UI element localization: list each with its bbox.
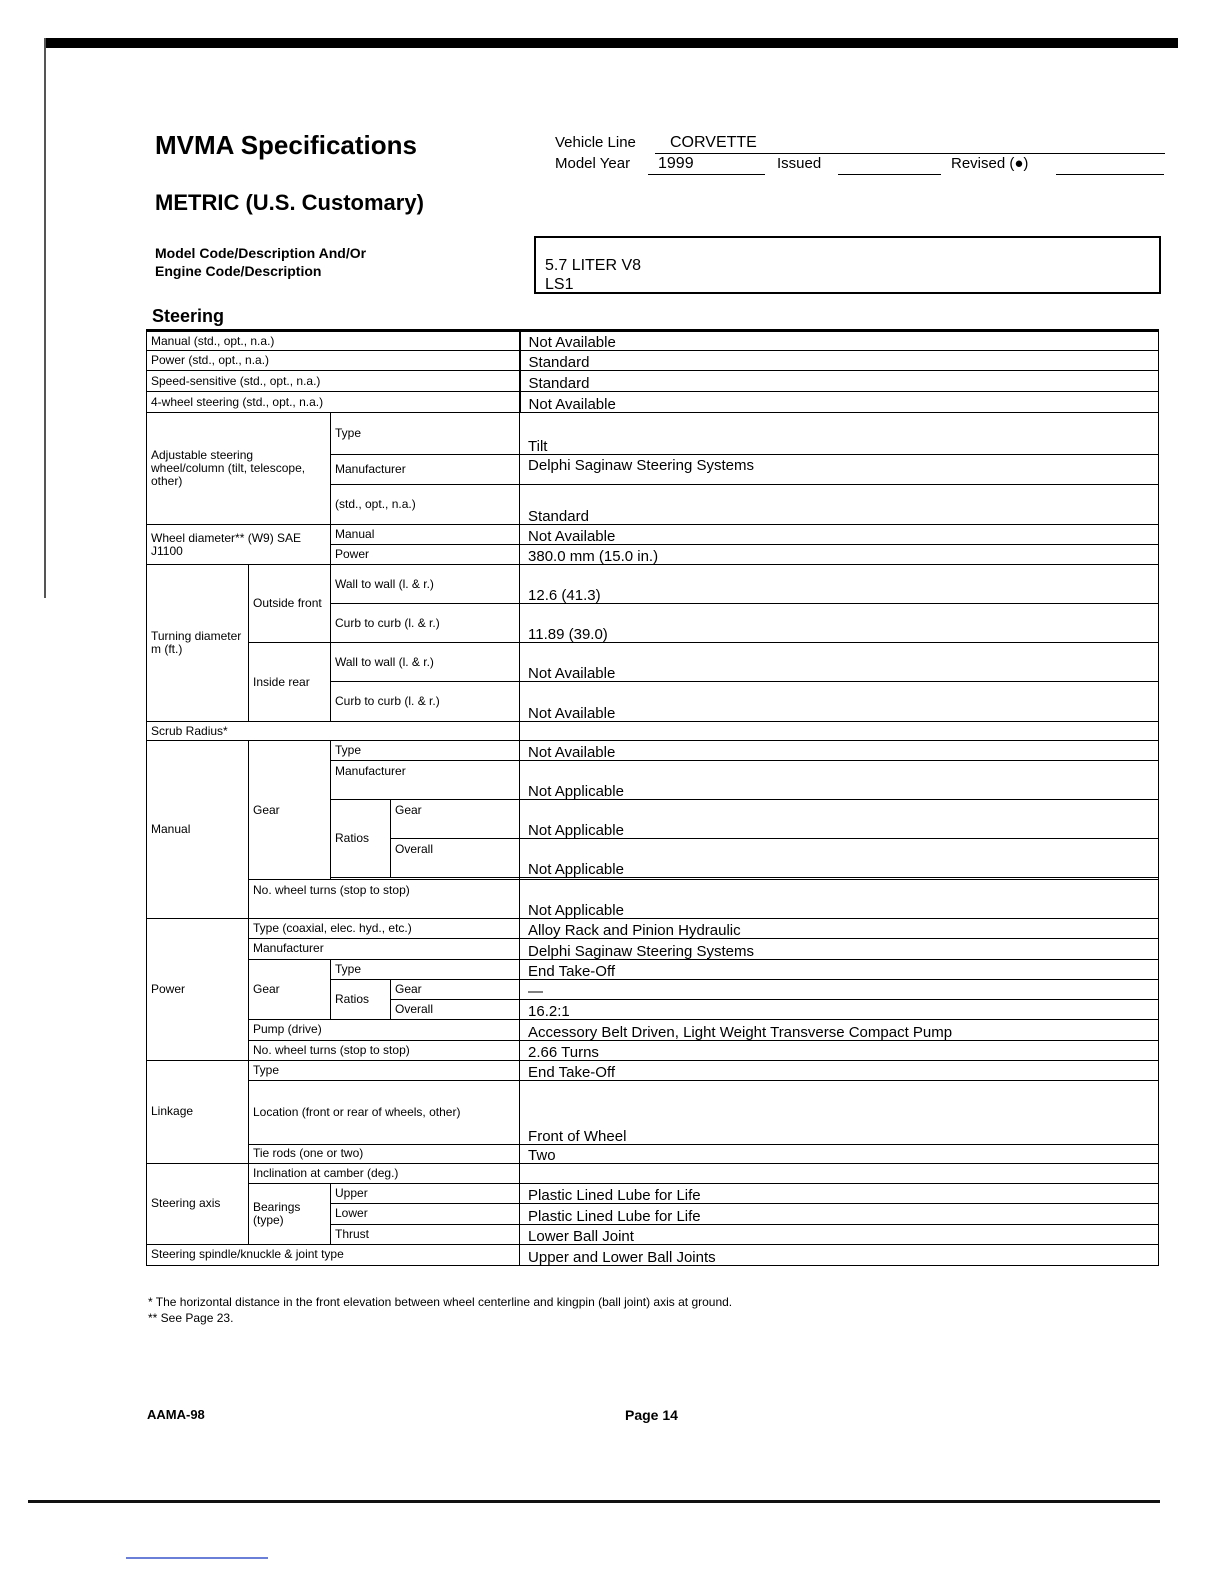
row-label: Scrub Radius* <box>147 722 520 741</box>
row-label: Curb to curb (l. & r.) <box>331 604 520 643</box>
row-label: Manual (std., opt., n.a.) <box>147 331 520 351</box>
engine-code: LS1 <box>545 276 574 293</box>
row-label: (std., opt., n.a.) <box>331 485 520 525</box>
row-label: Manual <box>331 525 520 545</box>
table-row <box>147 1163 1159 1183</box>
bearings-label: Bearings (type) <box>249 1183 331 1244</box>
row-label: Gear <box>391 800 520 839</box>
table-row <box>147 565 1159 604</box>
issued-underline <box>838 174 941 175</box>
row-value: Plastic Lined Lube for Life <box>520 1203 1159 1224</box>
row-label: Thrust <box>331 1224 520 1244</box>
row-label: 4-wheel steering (std., opt., n.a.) <box>147 392 520 413</box>
row-label: Lower <box>331 1203 520 1224</box>
table-row <box>147 392 1159 413</box>
steering-axis-label: Steering axis <box>147 1163 249 1244</box>
row-label: Power (std., opt., n.a.) <box>147 351 520 371</box>
row-value <box>520 1163 1159 1183</box>
row-value: Not Available <box>520 682 1159 722</box>
row-value: Not Available <box>520 525 1159 545</box>
row-label: No. wheel turns (stop to stop) <box>249 1040 520 1060</box>
table-row <box>147 413 1159 455</box>
bottom-border-line <box>28 1500 1160 1503</box>
row-value: Two <box>520 1144 1159 1163</box>
row-value: End Take-Off <box>520 1060 1159 1080</box>
manual-section-label: Manual <box>147 741 249 919</box>
row-value: Delphi Saginaw Steering Systems <box>520 939 1159 959</box>
row-label: Type <box>249 1060 520 1080</box>
vehicle-line-value: CORVETTE <box>670 134 757 151</box>
steering-spec-table <box>146 329 1159 1266</box>
table-row <box>147 525 1159 545</box>
row-value: Not Applicable <box>520 761 1159 800</box>
row-label: Overall <box>391 999 520 1019</box>
table-row <box>147 1080 1159 1144</box>
row-value: End Take-Off <box>520 959 1159 979</box>
table-row <box>147 371 1159 392</box>
footnotes <box>148 1294 732 1326</box>
row-value: Plastic Lined Lube for Life <box>520 1183 1159 1203</box>
row-value: Delphi Saginaw Steering Systems <box>520 455 1159 485</box>
left-edge-line <box>44 38 46 598</box>
table-row <box>147 1040 1159 1060</box>
row-label: Type <box>331 959 520 979</box>
row-value: — <box>520 979 1159 999</box>
ratios-label: Ratios <box>331 800 391 878</box>
table-row <box>147 351 1159 371</box>
revised-label: Revised (●) <box>951 155 1029 172</box>
row-value: Upper and Lower Ball Joints <box>520 1244 1159 1265</box>
table-row <box>147 1183 1159 1203</box>
table-row <box>147 1244 1159 1265</box>
footnote-1: * The horizontal distance in the front elevation between wheel centerline and kingpin (ball joint) axis at ground. <box>148 1295 733 1309</box>
row-label: Steering spindle/knuckle & joint type <box>147 1244 520 1265</box>
table-row <box>147 880 1159 919</box>
model-year-value: 1999 <box>658 155 694 172</box>
vehicle-line-underline <box>655 153 1165 154</box>
page-title: MVMA Specifications <box>155 130 417 160</box>
model-code-label <box>155 244 366 280</box>
row-label: Type <box>331 413 520 455</box>
row-value: Not Available <box>520 331 1159 351</box>
outside-front-label: Outside front <box>249 565 331 643</box>
power-section-label: Power <box>147 919 249 1060</box>
row-value: Standard <box>520 371 1159 392</box>
row-value: Standard <box>520 351 1159 371</box>
row-label: Overall <box>391 839 520 878</box>
table-row <box>147 919 1159 939</box>
row-value: Not Available <box>520 392 1159 413</box>
row-value: Not Applicable <box>520 800 1159 839</box>
issued-label: Issued <box>777 155 822 172</box>
model-code-line: Model Code/Description And/Or <box>155 245 367 261</box>
row-label: Wall to wall (l. & r.) <box>331 643 520 682</box>
footnote-2: ** See Page 23. <box>148 1311 234 1325</box>
row-value: 2.66 Turns <box>520 1040 1159 1060</box>
inside-rear-label: Inside rear <box>249 643 331 722</box>
row-value: Lower Ball Joint <box>520 1224 1159 1244</box>
row-value: Accessory Belt Driven, Light Weight Transverse Compact Pump <box>520 1019 1159 1040</box>
table-row <box>147 1144 1159 1163</box>
row-value <box>520 722 1159 741</box>
row-value: Standard <box>520 485 1159 525</box>
engine-code-box <box>534 236 1161 294</box>
page-number: Page 14 <box>625 1407 678 1423</box>
document-code: AAMA-98 <box>147 1407 205 1422</box>
top-border-bar <box>44 38 1178 48</box>
wheel-diameter-label: Wheel diameter** (W9) SAE J1100 <box>147 525 331 565</box>
model-year-label: Model Year <box>555 155 631 172</box>
engine-code-line: Engine Code/Description <box>155 263 322 279</box>
row-label: Speed-sensitive (std., opt., n.a.) <box>147 371 520 392</box>
table-row <box>147 1060 1159 1080</box>
row-label: Manufacturer <box>331 455 520 485</box>
gear-label: Gear <box>249 959 331 1019</box>
row-label: Upper <box>331 1183 520 1203</box>
row-label: Gear <box>391 979 520 999</box>
table-row <box>147 959 1159 979</box>
adjustable-column-label: Adjustable steering wheel/column (tilt, telescope, other) <box>147 413 331 525</box>
row-value: Front of Wheel <box>520 1080 1159 1144</box>
row-label: Inclination at camber (deg.) <box>249 1163 520 1183</box>
row-label: Location (front or rear of wheels, other) <box>249 1080 520 1144</box>
row-value: 12.6 (41.3) <box>520 565 1159 604</box>
engine-desc: 5.7 LITER V8 <box>545 257 642 274</box>
row-value: Not Applicable <box>520 880 1159 919</box>
row-value: Alloy Rack and Pinion Hydraulic <box>520 919 1159 939</box>
ratios-label: Ratios <box>331 979 391 1019</box>
row-label: Curb to curb (l. & r.) <box>331 682 520 722</box>
blue-marker-line <box>126 1557 268 1559</box>
row-label: Type <box>331 741 520 761</box>
vehicle-line-label: Vehicle Line <box>555 134 636 151</box>
model-year-underline <box>648 174 765 175</box>
section-title: Steering <box>152 306 225 326</box>
turning-diameter-label: Turning diameter m (ft.) <box>147 565 249 722</box>
table-row <box>147 722 1159 741</box>
row-value: 16.2:1 <box>520 999 1159 1019</box>
row-label: No. wheel turns (stop to stop) <box>249 880 520 919</box>
revised-underline <box>1056 174 1164 175</box>
row-label: Type (coaxial, elec. hyd., etc.) <box>249 919 520 939</box>
row-value: Tilt <box>520 413 1159 455</box>
row-value: 380.0 mm (15.0 in.) <box>520 545 1159 565</box>
table-row <box>147 939 1159 959</box>
row-value: Not Available <box>520 741 1159 761</box>
linkage-section-label: Linkage <box>147 1060 249 1163</box>
row-label: Pump (drive) <box>249 1019 520 1040</box>
table-row <box>147 331 1159 351</box>
row-label: Manufacturer <box>249 939 520 959</box>
table-row <box>147 1019 1159 1040</box>
row-value: Not Available <box>520 643 1159 682</box>
row-value: Not Applicable <box>520 839 1159 878</box>
row-label: Tie rods (one or two) <box>249 1144 520 1163</box>
table-row <box>147 741 1159 761</box>
row-value: 11.89 (39.0) <box>520 604 1159 643</box>
page-subtitle: METRIC (U.S. Customary) <box>155 190 424 215</box>
row-label: Wall to wall (l. & r.) <box>331 565 520 604</box>
row-label: Power <box>331 545 520 565</box>
row-label: Manufacturer <box>331 761 520 800</box>
table-row <box>147 643 1159 682</box>
gear-label: Gear <box>249 741 331 880</box>
